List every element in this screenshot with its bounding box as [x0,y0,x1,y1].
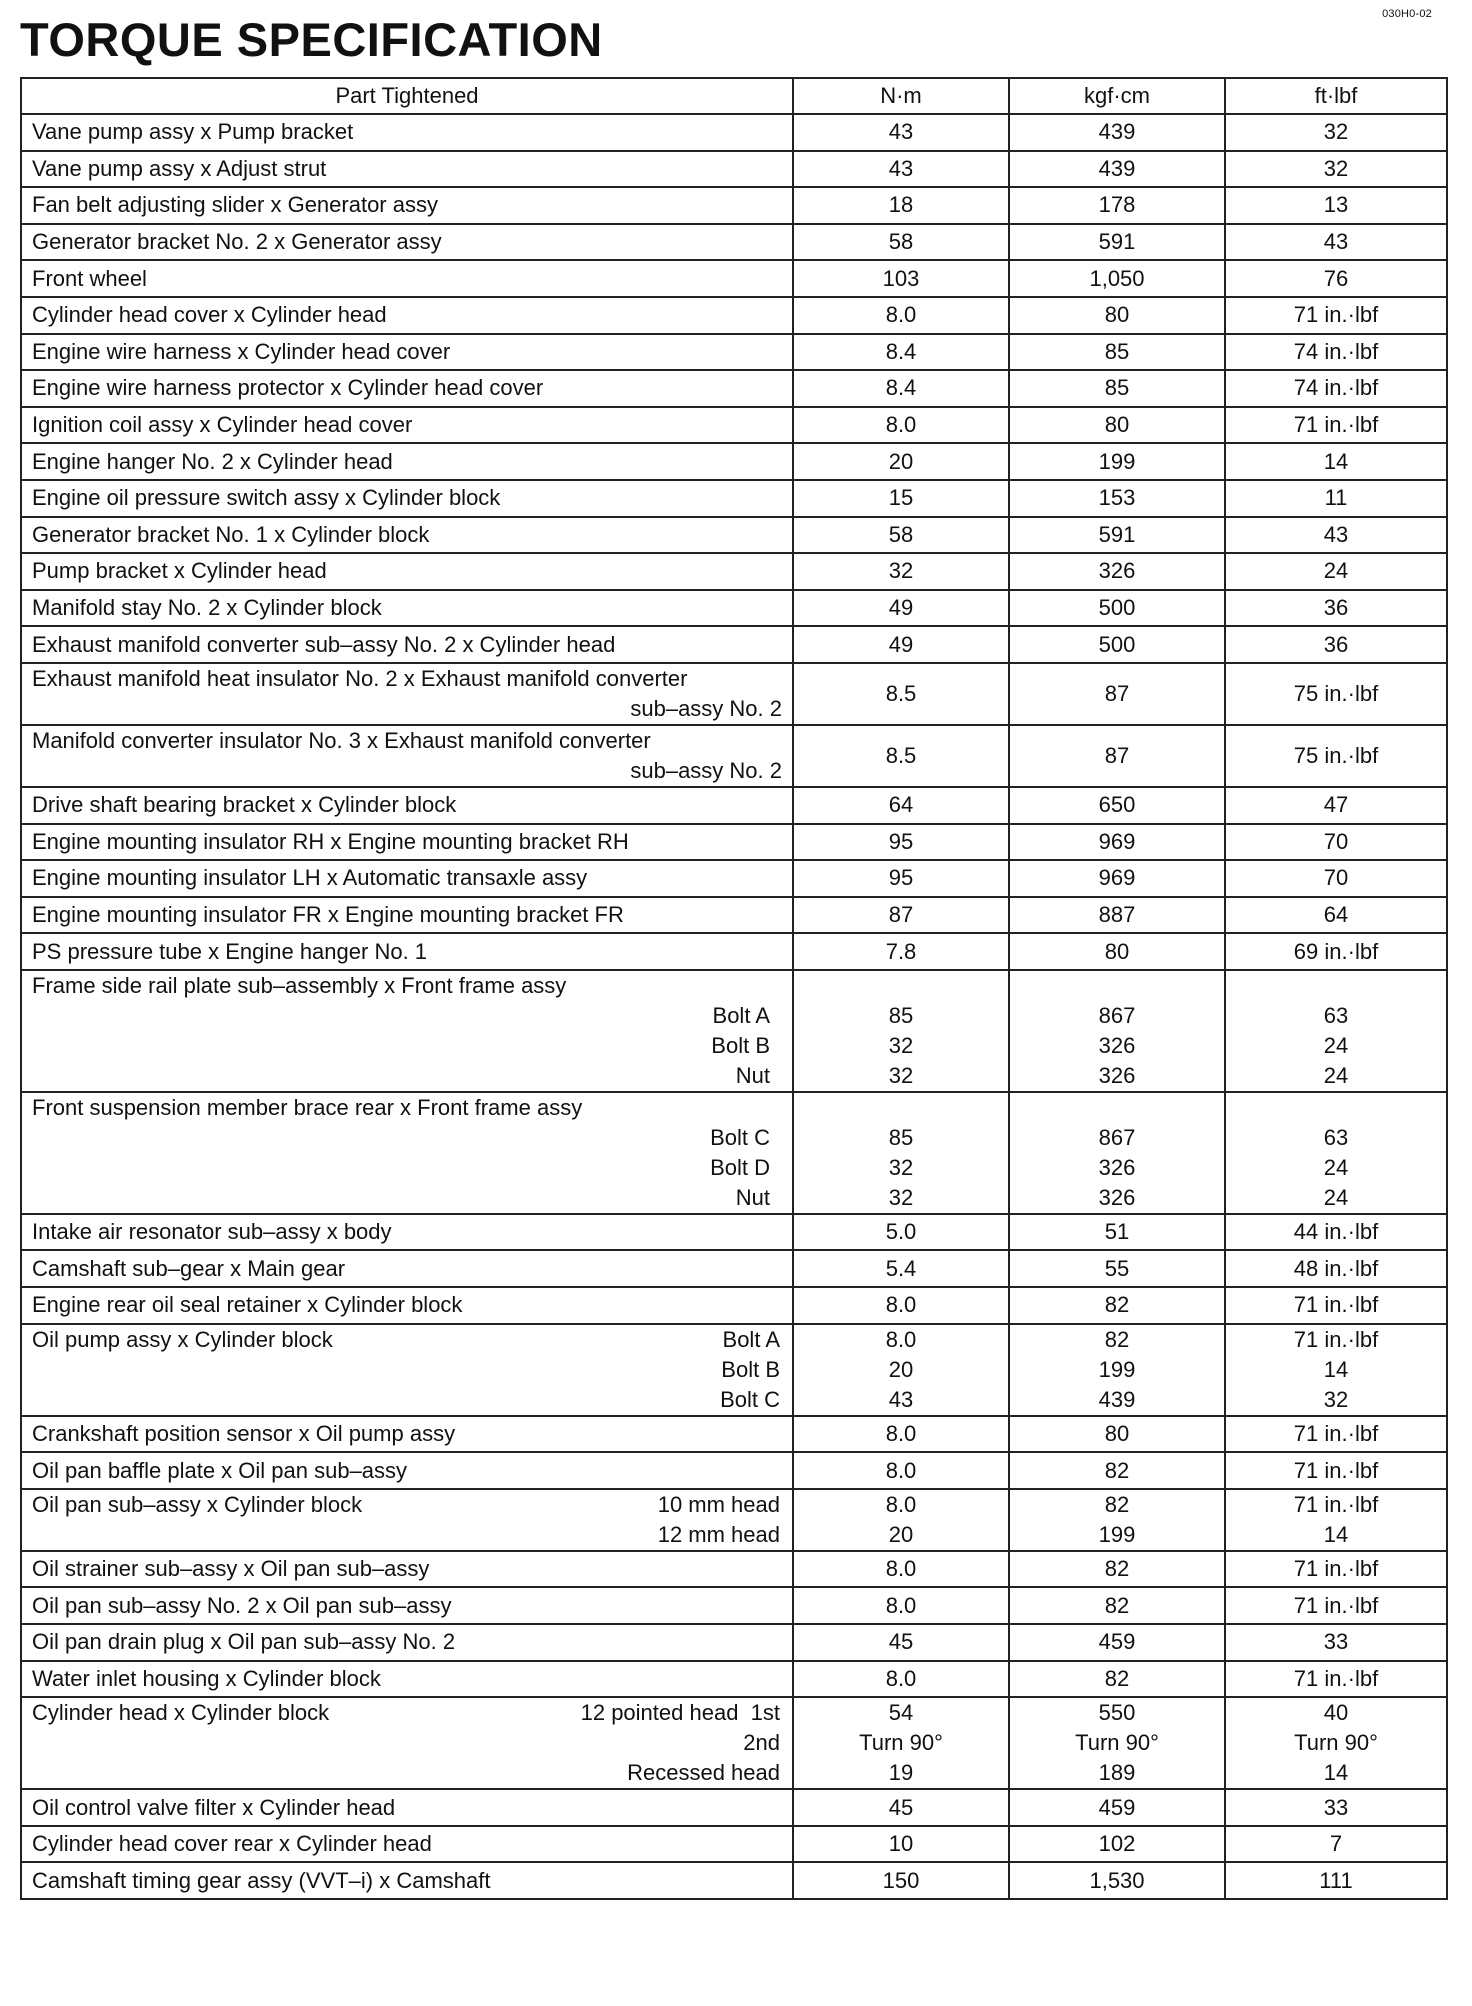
nm-value: 8.0 [885,1491,917,1517]
kgfcm-value: 82 [1009,1452,1225,1489]
kgfcm-value: 500 [1009,590,1225,627]
spacer [804,971,998,1001]
nm-value: 8.0 [793,1416,1009,1453]
ftlbf-value: 47 [1225,787,1447,824]
ftlbf-value: 71 in.·lbf [1225,1661,1447,1698]
kgfcm-value: 439 [1009,114,1225,151]
part-name: Intake air resonator sub–assy x body [21,1214,793,1251]
part-cell [21,1697,793,1789]
sub-label: Bolt B [711,1032,770,1058]
part-name: Water inlet housing x Cylinder block [21,1661,793,1698]
table-row [21,1489,1447,1551]
part-name: Engine wire harness x Cylinder head cover [21,334,793,371]
nm-value: 58 [793,224,1009,261]
sub-label: 12 mm head [657,1521,780,1547]
kgfcm-value: 550 [1098,1700,1136,1726]
nm-value: 10 [793,1826,1009,1863]
nm-value: 8.0 [793,407,1009,444]
ftlbf-value: 14 [1323,1760,1349,1786]
ftlbf-value: 71 in.·lbf [1225,1551,1447,1588]
ftlbf-value: 43 [1225,517,1447,554]
kgfcm-value-cell [1009,1489,1225,1551]
kgfcm-value: 189 [1098,1760,1136,1786]
kgfcm-value: 500 [1009,626,1225,663]
sub-label: 2nd [743,1730,780,1756]
nm-value: 20 [793,443,1009,480]
nm-value: 8.4 [793,370,1009,407]
table-body [21,114,1447,1899]
spacer [32,1385,38,1415]
kgfcm-value: 459 [1009,1624,1225,1661]
nm-value: 8.4 [793,334,1009,371]
nm-value: 64 [793,787,1009,824]
sub-label: Nut [735,1184,770,1210]
kgfcm-value: 199 [1009,443,1225,480]
ftlbf-value: 48 in.·lbf [1225,1250,1447,1287]
nm-value: Turn 90° [859,1730,943,1756]
table-row [21,1416,1447,1453]
ftlbf-value: 14 [1323,1356,1349,1382]
nm-value: 43 [793,114,1009,151]
ftlbf-value: Turn 90° [1294,1730,1378,1756]
nm-value: 32 [888,1184,914,1210]
torque-table [20,77,1448,1900]
ftlbf-value: 14 [1323,1521,1349,1547]
table-row [21,260,1447,297]
part-cell [21,1324,793,1416]
kgfcm-value: 85 [1009,334,1225,371]
table-row [21,1452,1447,1489]
part-name: Generator bracket No. 2 x Generator assy [21,224,793,261]
kgfcm-value-cell [1009,1092,1225,1214]
nm-value: 8.0 [793,1452,1009,1489]
part-name: Cylinder head x Cylinder block [32,1700,330,1726]
nm-value: 20 [888,1356,914,1382]
table-row [21,1661,1447,1698]
kgfcm-value: 80 [1009,407,1225,444]
page-title: TORQUE SPECIFICATION [20,13,603,66]
kgfcm-value: 326 [1098,1032,1136,1058]
nm-value: 15 [793,480,1009,517]
nm-value: 5.0 [793,1214,1009,1251]
header-kgfcm: kgf·cm [1009,78,1225,114]
part-name: Engine oil pressure switch assy x Cylinder block [21,480,793,517]
nm-value: 95 [793,860,1009,897]
table-row [21,1697,1447,1789]
kgfcm-value: 969 [1009,824,1225,861]
nm-value: 43 [888,1386,914,1412]
table-row [21,1789,1447,1826]
part-name: Oil pan sub–assy x Cylinder block [32,1491,363,1517]
table-row [21,187,1447,224]
ftlbf-value-cell [1225,1092,1447,1214]
nm-value-cell [793,1697,1009,1789]
spacer [32,1728,38,1758]
kgfcm-value: 867 [1098,1124,1136,1150]
nm-value: 5.4 [793,1250,1009,1287]
kgfcm-value: 591 [1009,224,1225,261]
sub-label: Bolt A [712,1002,770,1028]
kgfcm-value: 1,050 [1009,260,1225,297]
part-name: Cylinder head cover x Cylinder head [21,297,793,334]
table-row [21,824,1447,861]
nm-value: 49 [793,590,1009,627]
kgfcm-value: 591 [1009,517,1225,554]
table-row [21,1624,1447,1661]
nm-value: 85 [888,1124,914,1150]
nm-value: 58 [793,517,1009,554]
kgfcm-value: 82 [1104,1326,1130,1352]
table-row [21,787,1447,824]
table-row [21,224,1447,261]
kgfcm-value: 80 [1009,1416,1225,1453]
part-name: Engine wire harness protector x Cylinder head cover [21,370,793,407]
ftlbf-value: 71 in.·lbf [1293,1491,1379,1517]
ftlbf-value: 75 in.·lbf [1225,663,1447,725]
part-cell [21,970,793,1092]
sub-label: Bolt D [710,1154,770,1180]
nm-value: 8.0 [793,1587,1009,1624]
table-row [21,1250,1447,1287]
ftlbf-value: 44 in.·lbf [1225,1214,1447,1251]
part-name: Front suspension member brace rear x Front frame assy [32,1094,583,1120]
part-name: Ignition coil assy x Cylinder head cover [21,407,793,444]
part-name: Front wheel [21,260,793,297]
part-name: Engine mounting insulator RH x Engine mounting bracket RH [21,824,793,861]
part-name: Exhaust manifold heat insulator No. 2 x Exhaust manifold converter [32,665,688,691]
kgfcm-value: 650 [1009,787,1225,824]
spacer [804,1093,998,1123]
nm-value: 45 [793,1624,1009,1661]
ftlbf-value: 75 in.·lbf [1225,725,1447,787]
nm-value: 32 [888,1154,914,1180]
ftlbf-value: 32 [1323,1386,1349,1412]
kgfcm-value: 459 [1009,1789,1225,1826]
nm-value: 95 [793,824,1009,861]
part-name: Drive shaft bearing bracket x Cylinder block [21,787,793,824]
kgfcm-value: 178 [1009,187,1225,224]
nm-value: 18 [793,187,1009,224]
ftlbf-value: 36 [1225,626,1447,663]
table-row [21,370,1447,407]
table-row [21,897,1447,934]
ftlbf-value: 7 [1225,1826,1447,1863]
kgfcm-value: 199 [1098,1356,1136,1382]
kgfcm-value: 326 [1009,553,1225,590]
sub-label: 12 pointed head 1st [580,1700,780,1726]
kgfcm-value: 82 [1009,1551,1225,1588]
part-name: Oil pan drain plug x Oil pan sub–assy No. 2 [21,1624,793,1661]
spacer [32,1520,38,1550]
part-cell [21,1489,793,1551]
table-row [21,517,1447,554]
spacer [1020,971,1214,1001]
table-row [21,933,1447,970]
nm-value-cell [793,970,1009,1092]
nm-value: 45 [793,1789,1009,1826]
part-name: Vane pump assy x Adjust strut [21,151,793,188]
part-name: Oil control valve filter x Cylinder head [21,1789,793,1826]
ftlbf-value: 71 in.·lbf [1225,297,1447,334]
kgfcm-value: 85 [1009,370,1225,407]
part-name: Oil pump assy x Cylinder block [32,1326,333,1352]
nm-value: 32 [888,1032,914,1058]
part-name: Oil strainer sub–assy x Oil pan sub–assy [21,1551,793,1588]
nm-value: 32 [793,553,1009,590]
nm-value: 8.0 [793,1551,1009,1588]
nm-value-cell [793,1092,1009,1214]
table-row [21,1862,1447,1899]
ftlbf-value: 36 [1225,590,1447,627]
kgfcm-value: 887 [1009,897,1225,934]
sub-label: Nut [735,1062,770,1088]
nm-value: 8.0 [793,1661,1009,1698]
part-name: Camshaft sub–gear x Main gear [21,1250,793,1287]
ftlbf-value: 74 in.·lbf [1225,334,1447,371]
part-name: Engine mounting insulator LH x Automatic transaxle assy [21,860,793,897]
kgfcm-value: 439 [1098,1386,1136,1412]
kgfcm-value-cell [1009,970,1225,1092]
table-row [21,1826,1447,1863]
part-name: Pump bracket x Cylinder head [21,553,793,590]
nm-value-cell [793,1489,1009,1551]
part-name-continued: sub–assy No. 2 [630,695,782,721]
nm-value: 19 [888,1760,914,1786]
part-name: Generator bracket No. 1 x Cylinder block [21,517,793,554]
nm-value: 7.8 [793,933,1009,970]
part-name: PS pressure tube x Engine hanger No. 1 [21,933,793,970]
table-row [21,590,1447,627]
sub-label: 10 mm head [657,1491,780,1517]
kgfcm-value: 199 [1098,1521,1136,1547]
ftlbf-value: 70 [1225,824,1447,861]
kgfcm-value: 969 [1009,860,1225,897]
ftlbf-value: 24 [1225,553,1447,590]
table-row [21,663,1447,725]
ftlbf-value: 71 in.·lbf [1225,1416,1447,1453]
table-row [21,480,1447,517]
nm-value: 54 [888,1700,914,1726]
ftlbf-value: 111 [1225,1862,1447,1899]
ftlbf-value-cell [1225,970,1447,1092]
nm-value: 87 [793,897,1009,934]
table-row [21,1214,1447,1251]
ftlbf-value: 24 [1323,1032,1349,1058]
kgfcm-value: 87 [1009,663,1225,725]
kgfcm-value: 867 [1098,1002,1136,1028]
ftlbf-value: 11 [1225,480,1447,517]
kgfcm-value: 80 [1009,297,1225,334]
ftlbf-value: 63 [1323,1002,1349,1028]
nm-value: 85 [888,1002,914,1028]
kgfcm-value: 82 [1009,1587,1225,1624]
kgfcm-value: 326 [1098,1154,1136,1180]
ftlbf-value: 71 in.·lbf [1293,1326,1379,1352]
ftlbf-value: 71 in.·lbf [1225,1587,1447,1624]
table-row [21,970,1447,1092]
table-row [21,407,1447,444]
ftlbf-value-cell [1225,1697,1447,1789]
table-row [21,1287,1447,1324]
ftlbf-value: 69 in.·lbf [1225,933,1447,970]
kgfcm-value: 51 [1009,1214,1225,1251]
ftlbf-value: 24 [1323,1062,1349,1088]
ftlbf-value: 63 [1323,1124,1349,1150]
kgfcm-value: 326 [1098,1184,1136,1210]
ftlbf-value: 70 [1225,860,1447,897]
ftlbf-value: 14 [1225,443,1447,480]
part-cell [21,1092,793,1214]
ftlbf-value: 76 [1225,260,1447,297]
part-name: Crankshaft position sensor x Oil pump assy [21,1416,793,1453]
ftlbf-value: 32 [1225,151,1447,188]
header-nm: N·m [793,78,1009,114]
table-row [21,1587,1447,1624]
kgfcm-value: 55 [1009,1250,1225,1287]
sub-label: Bolt C [710,1124,770,1150]
ftlbf-value: 43 [1225,224,1447,261]
spacer [1236,1093,1436,1123]
table-row [21,334,1447,371]
nm-value: 20 [888,1521,914,1547]
part-name: Engine mounting insulator FR x Engine mounting bracket FR [21,897,793,934]
spacer [1236,971,1436,1001]
part-cell [21,663,793,725]
spacer [1020,1093,1214,1123]
table-row [21,1324,1447,1416]
table-row [21,860,1447,897]
kgfcm-value: 87 [1009,725,1225,787]
ftlbf-value: 33 [1225,1624,1447,1661]
kgfcm-value: 1,530 [1009,1862,1225,1899]
table-header-row [21,78,1447,114]
table-row [21,1092,1447,1214]
nm-value: 32 [888,1062,914,1088]
table-row [21,151,1447,188]
table-row [21,626,1447,663]
part-name: Engine hanger No. 2 x Cylinder head [21,443,793,480]
kgfcm-value: Turn 90° [1075,1730,1159,1756]
spacer [32,1355,38,1385]
nm-value: 8.0 [793,1287,1009,1324]
ftlbf-value-cell [1225,1324,1447,1416]
part-name: Engine rear oil seal retainer x Cylinder block [21,1287,793,1324]
document-code: 030H0-02 [1382,8,1432,20]
table-row [21,725,1447,787]
kgfcm-value: 82 [1009,1661,1225,1698]
nm-value: 8.5 [793,663,1009,725]
part-name: Manifold stay No. 2 x Cylinder block [21,590,793,627]
kgfcm-value-cell [1009,1324,1225,1416]
nm-value: 103 [793,260,1009,297]
kgfcm-value: 326 [1098,1062,1136,1088]
kgfcm-value: 82 [1009,1287,1225,1324]
ftlbf-value: 24 [1323,1154,1349,1180]
kgfcm-value: 102 [1009,1826,1225,1863]
ftlbf-value: 32 [1225,114,1447,151]
part-name-continued: sub–assy No. 2 [630,757,782,783]
kgfcm-value: 153 [1009,480,1225,517]
part-name: Manifold converter insulator No. 3 x Exhaust manifold converter [32,727,651,753]
ftlbf-value: 71 in.·lbf [1225,1287,1447,1324]
kgfcm-value-cell [1009,1697,1225,1789]
part-name: Exhaust manifold converter sub–assy No. 2 x Cylinder head [21,626,793,663]
part-name: Frame side rail plate sub–assembly x Front frame assy [32,972,567,998]
spacer [32,1758,38,1788]
ftlbf-value: 13 [1225,187,1447,224]
part-name: Camshaft timing gear assy (VVT–i) x Camshaft [21,1862,793,1899]
header-part: Part Tightened [21,78,793,114]
table-row [21,443,1447,480]
nm-value-cell [793,1324,1009,1416]
nm-value: 43 [793,151,1009,188]
ftlbf-value: 40 [1323,1700,1349,1726]
part-name: Oil pan sub–assy No. 2 x Oil pan sub–assy [21,1587,793,1624]
header-ftlbf: ft·lbf [1225,78,1447,114]
nm-value: 8.0 [793,297,1009,334]
part-name: Fan belt adjusting slider x Generator assy [21,187,793,224]
part-cell [21,725,793,787]
table-row [21,553,1447,590]
table-row [21,114,1447,151]
sub-label: Bolt A [722,1326,780,1352]
table-row [21,297,1447,334]
ftlbf-value: 71 in.·lbf [1225,407,1447,444]
sub-label: Bolt C [720,1386,780,1412]
nm-value: 8.0 [885,1326,917,1352]
kgfcm-value: 80 [1009,933,1225,970]
nm-value: 8.5 [793,725,1009,787]
sub-label: Bolt B [721,1356,780,1382]
kgfcm-value: 82 [1104,1491,1130,1517]
ftlbf-value: 24 [1323,1184,1349,1210]
table-row [21,1551,1447,1588]
kgfcm-value: 439 [1009,151,1225,188]
nm-value: 49 [793,626,1009,663]
ftlbf-value: 71 in.·lbf [1225,1452,1447,1489]
ftlbf-value: 33 [1225,1789,1447,1826]
part-name: Oil pan baffle plate x Oil pan sub–assy [21,1452,793,1489]
sub-label: Recessed head [627,1760,780,1786]
ftlbf-value: 64 [1225,897,1447,934]
part-name: Cylinder head cover rear x Cylinder head [21,1826,793,1863]
part-name: Vane pump assy x Pump bracket [21,114,793,151]
ftlbf-value-cell [1225,1489,1447,1551]
ftlbf-value: 74 in.·lbf [1225,370,1447,407]
nm-value: 150 [793,1862,1009,1899]
